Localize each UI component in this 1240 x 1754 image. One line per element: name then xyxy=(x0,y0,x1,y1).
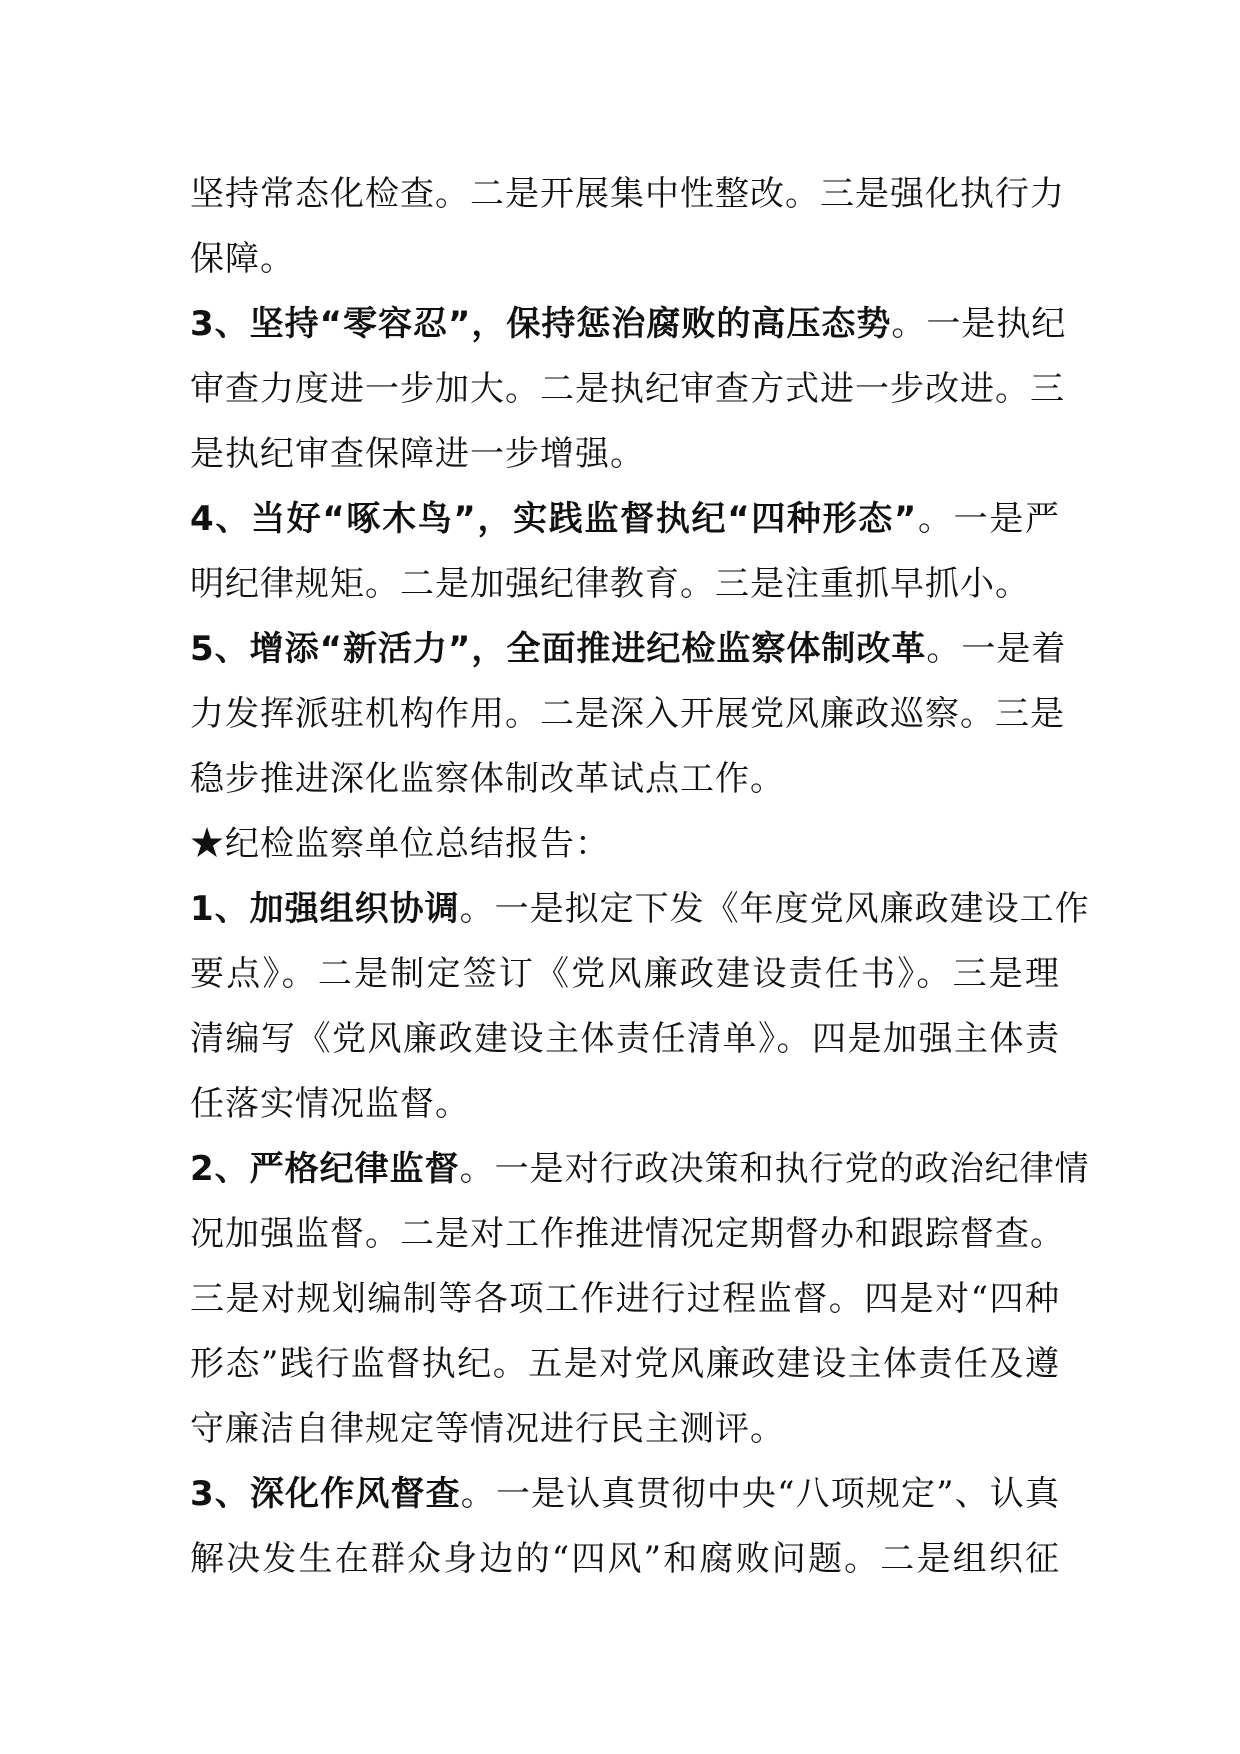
text-line xyxy=(190,357,1065,422)
line-text: 形态”践行监督执纪。五是对党风廉政建设主体责任及遵 xyxy=(190,1344,1060,1384)
text-line xyxy=(190,1267,1060,1332)
star-subheading: ★纪检监察单位总结报告： xyxy=(190,824,610,864)
line-text: 保障。 xyxy=(190,239,295,279)
text-line xyxy=(190,227,1060,292)
text-line xyxy=(190,487,1060,552)
text-line xyxy=(190,1332,1060,1397)
section-heading: 2、严格纪律监督 xyxy=(190,1149,460,1189)
line-text: 明纪律规矩。二是加强纪律教育。三是注重抓早抓小。 xyxy=(190,564,1030,604)
text-line xyxy=(190,1202,1065,1267)
text-line xyxy=(190,617,1067,682)
line-text: 稳步推进深化监察体制改革试点工作。 xyxy=(190,759,785,799)
line-text: 。一是严 xyxy=(917,499,1060,539)
text-line xyxy=(190,942,1060,1007)
text-line xyxy=(190,1462,1060,1527)
line-text: 。一是对行政决策和执行党的政治纪律情 xyxy=(459,1149,1090,1189)
document-page xyxy=(190,162,1090,1592)
line-text: 。一是拟定下发《年度党风廉政建设工作 xyxy=(459,889,1090,929)
line-text: 况加强监督。二是对工作推进情况定期督办和跟踪督查。 xyxy=(190,1214,1065,1254)
section-heading: 1、加强组织协调 xyxy=(190,889,460,929)
text-line xyxy=(190,1137,1090,1202)
line-text: 是执纪审查保障进一步增强。 xyxy=(190,434,645,474)
text-line xyxy=(190,877,1090,942)
text-line xyxy=(190,1007,1060,1072)
text-line xyxy=(190,162,1065,227)
line-text: 力发挥派驻机构作用。二是深入开展党风廉政巡察。三是 xyxy=(190,694,1065,734)
text-line xyxy=(190,552,1060,617)
text-line xyxy=(190,292,1067,357)
line-text: 。一是执纪 xyxy=(891,304,1067,344)
line-text: 守廉洁自律规定等情况进行民主测评。 xyxy=(190,1409,785,1449)
line-text: 任落实情况监督。 xyxy=(190,1084,470,1124)
section-heading: 3、深化作风督查 xyxy=(190,1474,461,1514)
section-heading: 3、坚持“零容忍”，保持惩治腐败的高压态势 xyxy=(190,304,892,344)
text-line xyxy=(190,422,1060,487)
line-text: 解决发生在群众身边的“四风”和腐败问题。二是组织征 xyxy=(190,1539,1060,1579)
text-line xyxy=(190,682,1065,747)
section-heading: 5、增添“新活力”，全面推进纪检监察体制改革 xyxy=(190,629,927,669)
subheading-line xyxy=(190,812,1060,877)
section-heading: 4、当好“啄木鸟”，实践监督执纪“四种形态” xyxy=(190,499,918,539)
text-line xyxy=(190,1072,1060,1137)
text-line xyxy=(190,1527,1060,1592)
line-text: 。一是着 xyxy=(926,629,1067,669)
line-text: 审查力度进一步加大。二是执纪审查方式进一步改进。三 xyxy=(190,369,1065,409)
text-line xyxy=(190,1397,1060,1462)
line-text: 坚持常态化检查。二是开展集中性整改。三是强化执行力 xyxy=(190,174,1065,214)
line-text: 清编写《党风廉政建设主体责任清单》。四是加强主体责 xyxy=(190,1019,1060,1059)
line-text: 三是对规划编制等各项工作进行过程监督。四是对“四种 xyxy=(190,1279,1060,1319)
line-text: 要点》。二是制定签订《党风廉政建设责任书》。三是理 xyxy=(190,954,1060,994)
line-text: 。一是认真贯彻中央“八项规定”、认真 xyxy=(460,1474,1060,1514)
text-line xyxy=(190,747,1060,812)
